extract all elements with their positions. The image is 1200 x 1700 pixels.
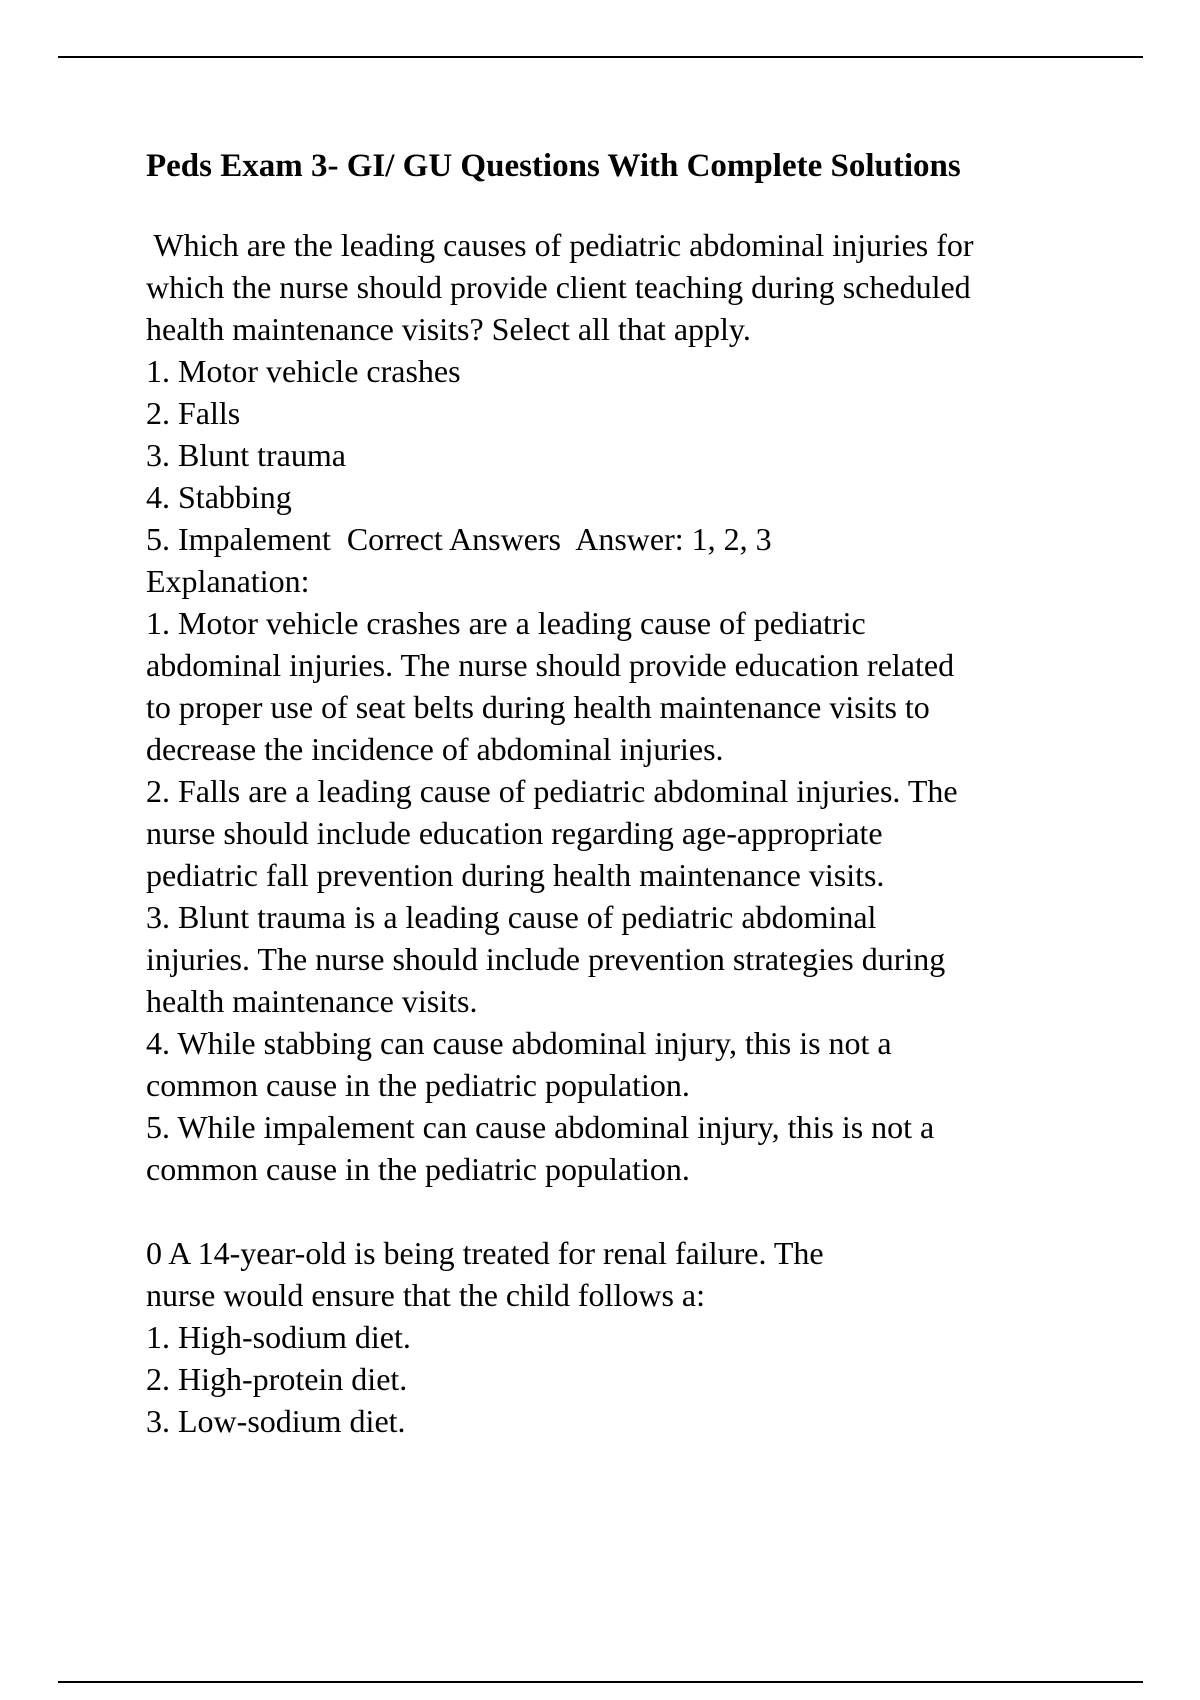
question-1-option: 2. Falls: [146, 395, 241, 431]
explanation-line: 1. Motor vehicle crashes are a leading cause of pediatric: [146, 605, 866, 641]
explanation-line: common cause in the pediatric population.: [146, 1151, 690, 1187]
question-2-option: 1. High-sodium diet.: [146, 1319, 411, 1355]
explanation-line: 2. Falls are a leading cause of pediatric abdominal injuries. The: [146, 773, 958, 809]
explanation-line: nurse should include education regarding age-appropriate: [146, 815, 883, 851]
question-1-option: 3. Blunt trauma: [146, 437, 346, 473]
question-2-stem-line: nurse would ensure that the child follows a:: [146, 1277, 705, 1313]
explanation-label: Explanation:: [146, 563, 310, 599]
explanation-line: 3. Blunt trauma is a leading cause of pediatric abdominal: [146, 899, 877, 935]
question-1-stem-line: health maintenance visits? Select all that apply.: [146, 311, 751, 347]
explanation-line: common cause in the pediatric population.: [146, 1067, 690, 1103]
explanation-line: abdominal injuries. The nurse should provide education related: [146, 647, 955, 683]
document-title: Peds Exam 3- GI/ GU Questions With Complete Solutions: [146, 148, 961, 184]
question-1-stem-line: which the nurse should provide client teaching during scheduled: [146, 269, 971, 305]
question-2-option: 3. Low-sodium diet.: [146, 1403, 406, 1439]
question-1: [146, 224, 1096, 1190]
question-1-option-answer: 5. Impalement Correct Answers Answer: 1, 2, 3: [146, 521, 772, 557]
question-2-stem-line: 0 A 14-year-old is being treated for renal failure. The: [146, 1235, 824, 1271]
question-1-option: 1. Motor vehicle crashes: [146, 353, 461, 389]
explanation-line: health maintenance visits.: [146, 983, 478, 1019]
question-2-option: 2. High-protein diet.: [146, 1361, 408, 1397]
top-rule: [58, 56, 1143, 58]
explanation-line: decrease the incidence of abdominal injuries.: [146, 731, 724, 767]
explanation-line: 4. While stabbing can cause abdominal injury, this is not a: [146, 1025, 892, 1061]
explanation-line: to proper use of seat belts during health maintenance visits to: [146, 689, 930, 725]
bottom-rule: [58, 1681, 1143, 1683]
document-body: [146, 146, 1096, 1442]
section-spacer: [146, 1190, 1096, 1232]
question-2: [146, 1232, 1096, 1442]
question-1-stem-line: Which are the leading causes of pediatric abdominal injuries for: [146, 227, 974, 263]
explanation-line: pediatric fall prevention during health maintenance visits.: [146, 857, 885, 893]
question-1-option: 4. Stabbing: [146, 479, 292, 515]
explanation-line: injuries. The nurse should include prevention strategies during: [146, 941, 946, 977]
explanation-line: 5. While impalement can cause abdominal injury, this is not a: [146, 1109, 935, 1145]
